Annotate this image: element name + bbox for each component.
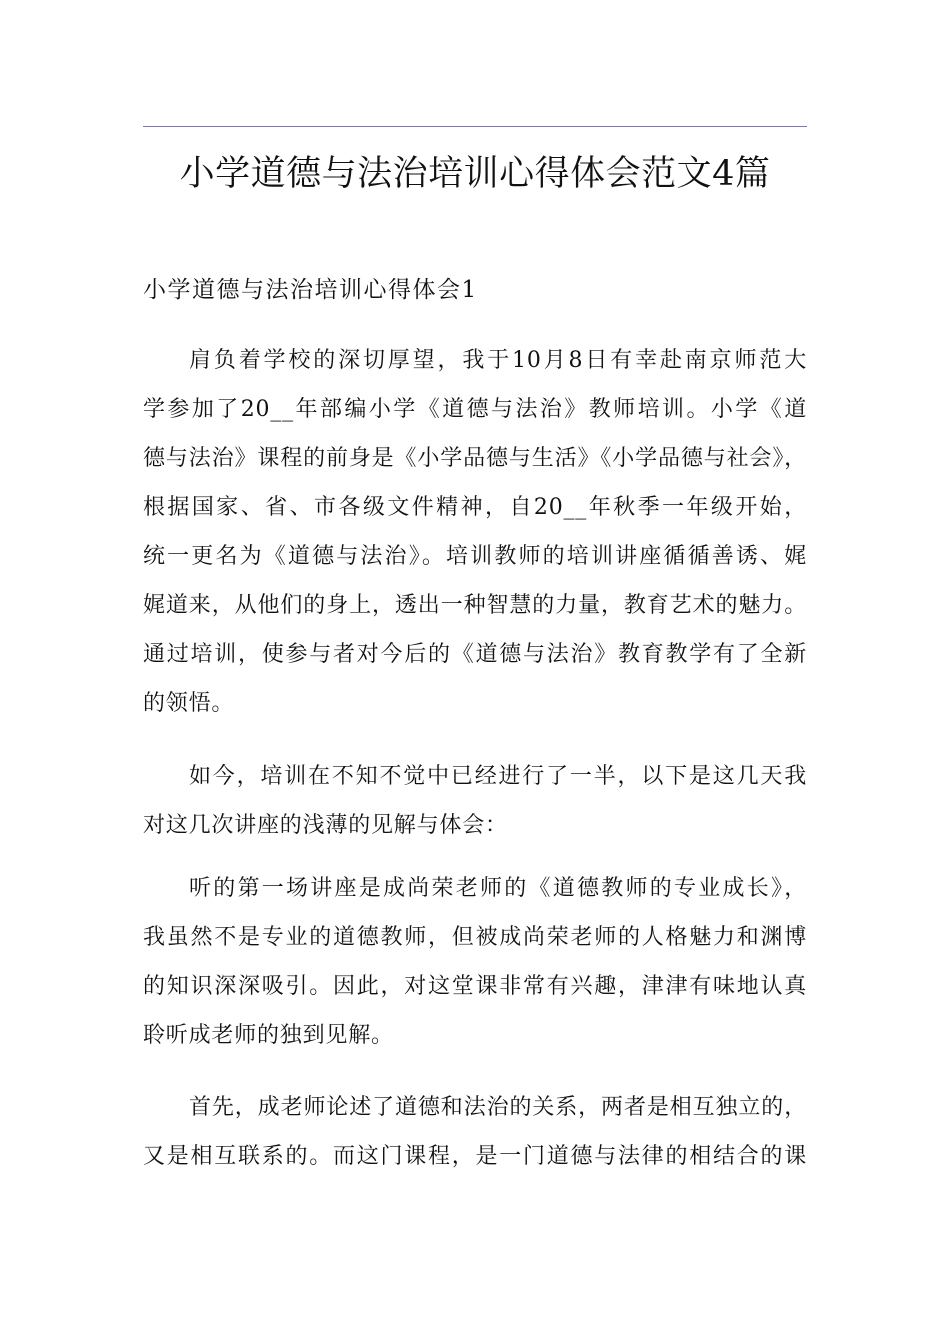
paragraph-line: 首先，成老师论述了道德和法治的关系，两者是相互独立的， bbox=[189, 1095, 807, 1120]
paragraph-line: 娓道来，从他们的身上，透出一种智慧的力量，教育艺术的魅力。 bbox=[143, 593, 807, 618]
paragraph-line: 的领悟。 bbox=[143, 691, 235, 716]
paragraph-line: 我虽然不是专业的道德教师，但被成尚荣老师的人格魅力和渊博 bbox=[143, 925, 807, 950]
paragraph-line: 学参加了20__年部编小学《道德与法治》教师培训。小学《道 bbox=[143, 397, 807, 422]
section-heading: 小学道德与法治培训心得体会1 bbox=[143, 277, 478, 303]
paragraph-line: 如今，培训在不知不觉中已经进行了一半，以下是这几天我 bbox=[189, 764, 807, 789]
paragraph-line: 又是相互联系的。而这门课程，是一门道德与法律的相结合的课 bbox=[143, 1144, 807, 1169]
paragraph-4 bbox=[143, 1083, 807, 1181]
paragraph-2 bbox=[143, 752, 807, 850]
paragraph-3 bbox=[143, 864, 807, 1060]
paragraph-line: 德与法治》课程的前身是《小学品德与生活》《小学品德与社会》， bbox=[143, 446, 807, 471]
paragraph-line: 通过培训，使参与者对今后的《道德与法治》教育教学有了全新 bbox=[143, 642, 807, 667]
paragraph-line: 对这几次讲座的浅薄的见解与体会： bbox=[143, 813, 508, 838]
document-title: 小学道德与法治培训心得体会范文4篇 bbox=[179, 154, 771, 194]
paragraph-1 bbox=[143, 336, 807, 728]
paragraph-line: 聆听成老师的独到见解。 bbox=[143, 1023, 394, 1048]
paragraph-line: 的知识深深吸引。因此，对这堂课非常有兴趣，津津有味地认真 bbox=[143, 974, 807, 999]
paragraph-line: 听的第一场讲座是成尚荣老师的《道德教师的专业成长》， bbox=[189, 876, 807, 901]
paragraph-line: 统一更名为《道德与法治》。培训教师的培训讲座循循善诱、娓 bbox=[143, 544, 807, 569]
header-rule bbox=[143, 126, 807, 127]
paragraph-line: 根据国家、省、市各级文件精神，自20__年秋季一年级开始， bbox=[143, 495, 807, 520]
paragraph-line: 肩负着学校的深切厚望，我于10月8日有幸赴南京师范大 bbox=[189, 348, 807, 373]
